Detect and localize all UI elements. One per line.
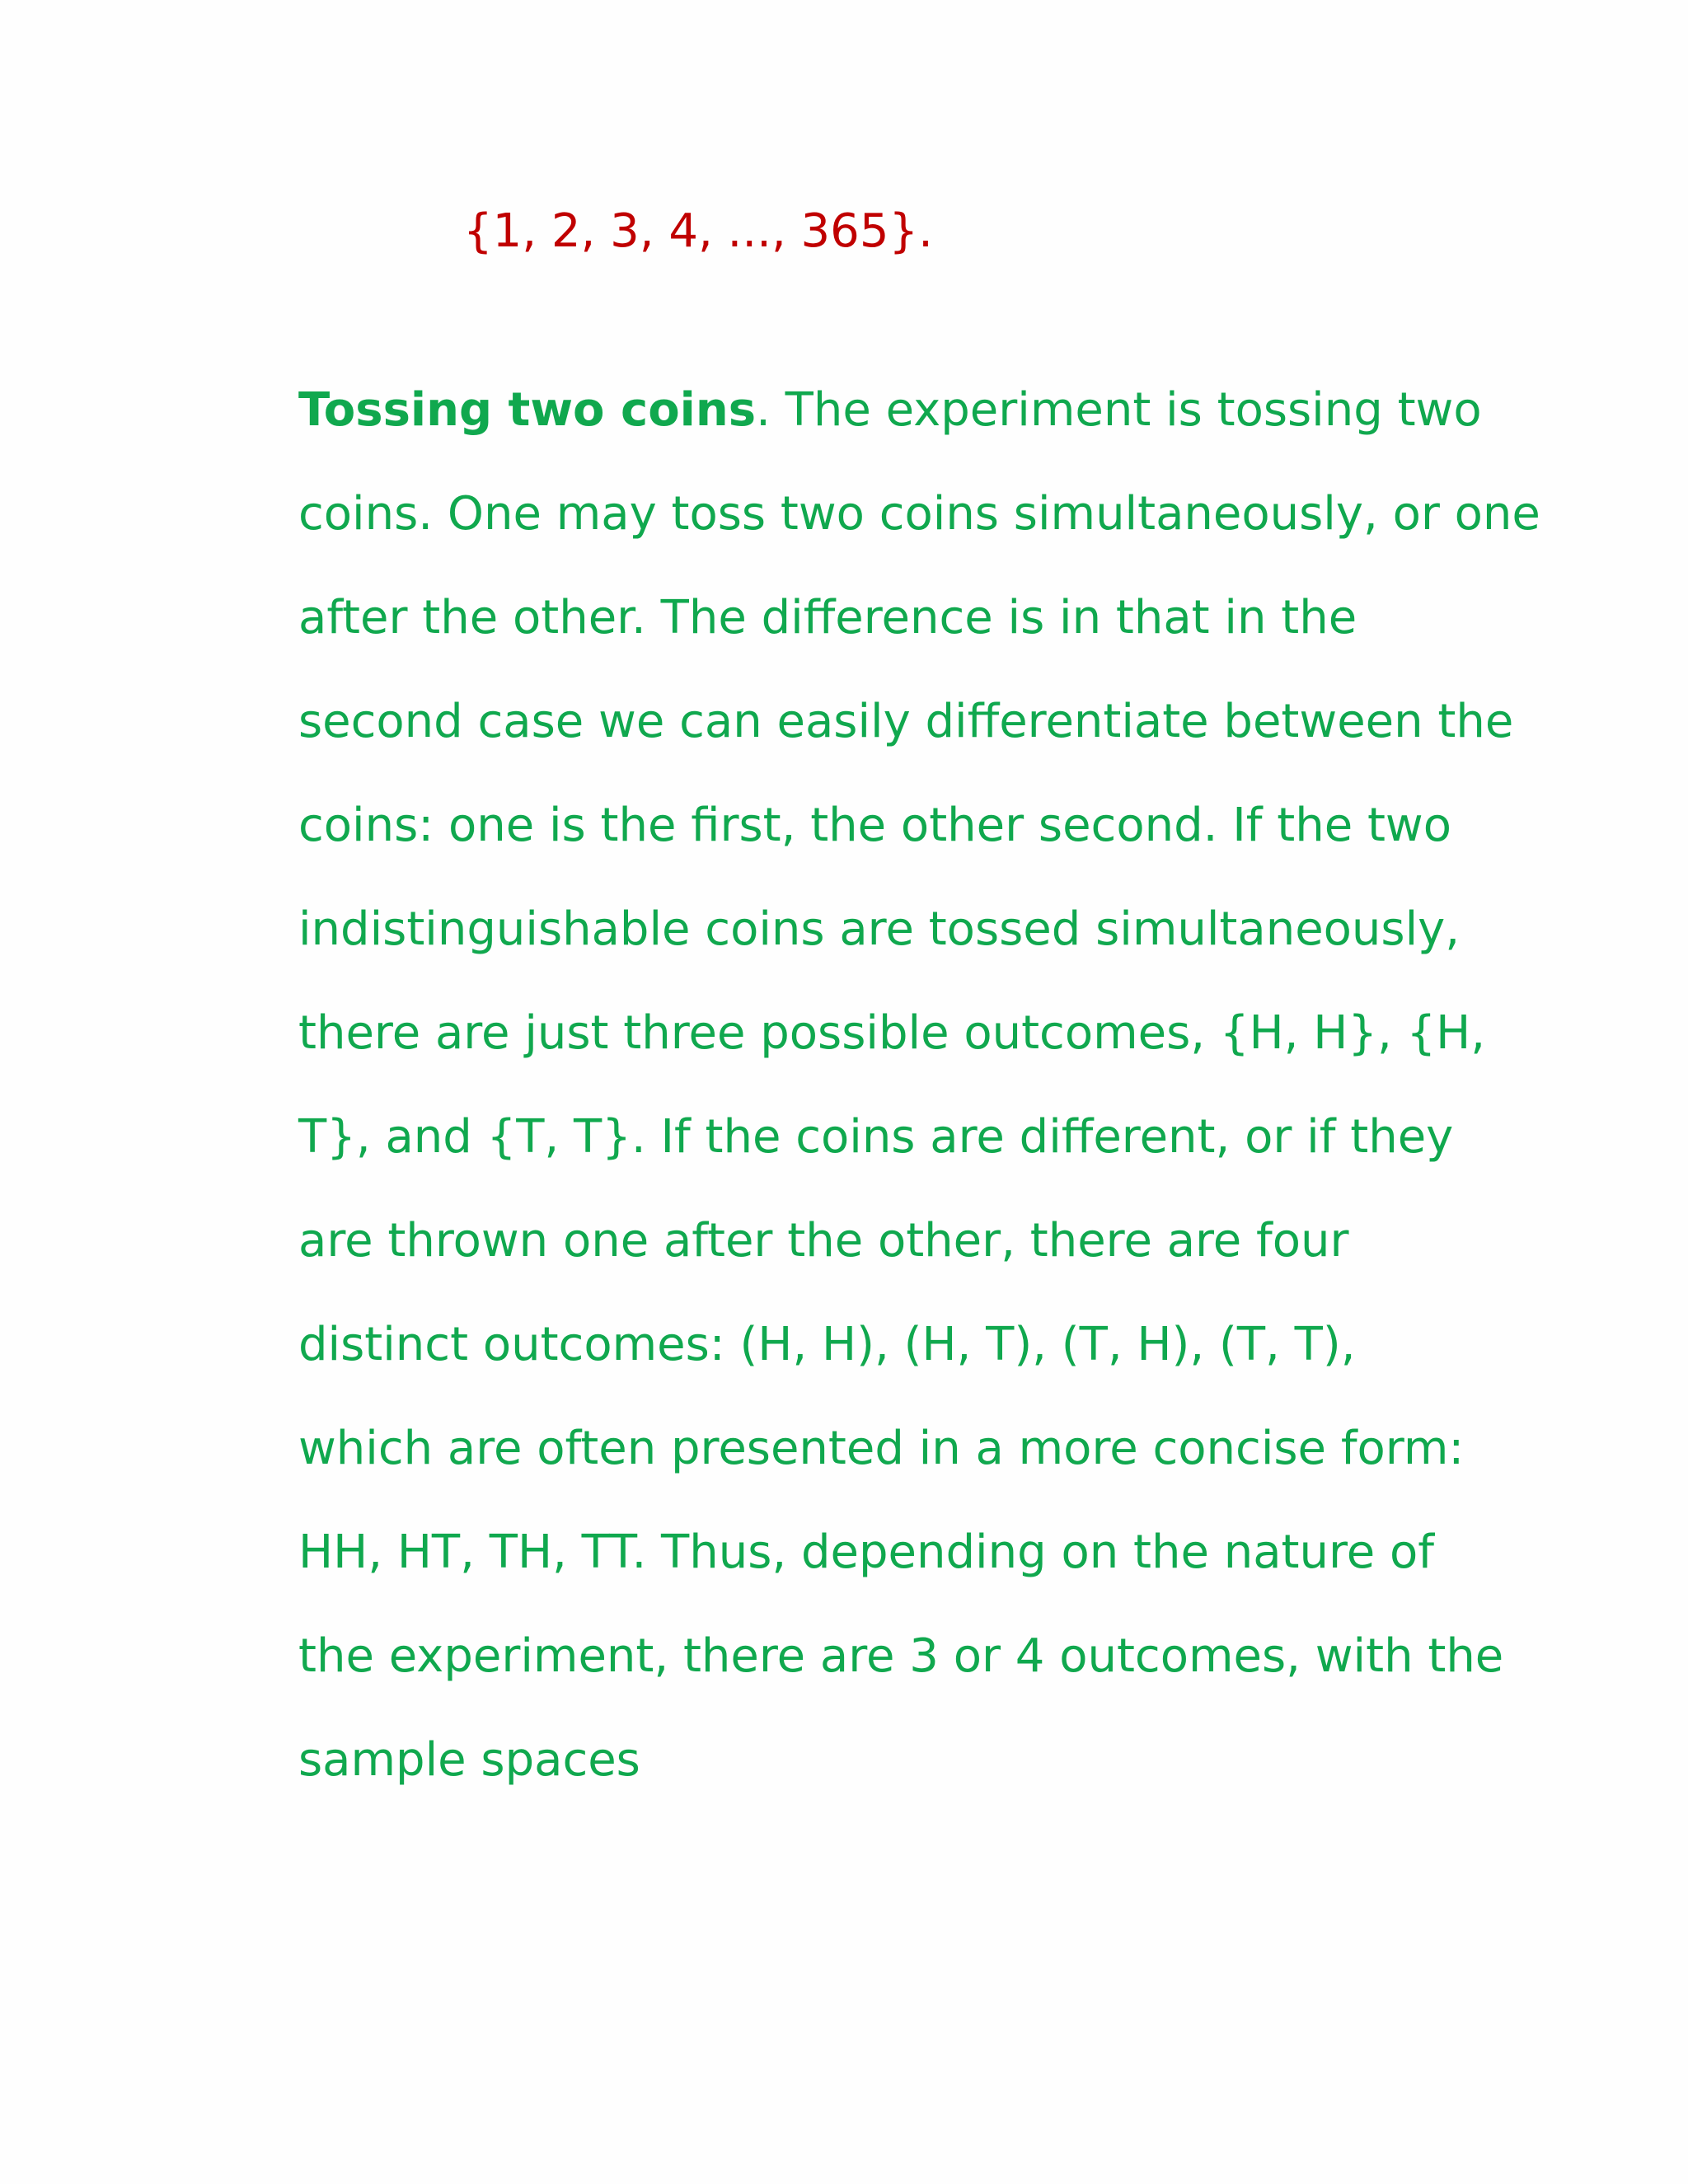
paragraph-lead-heading: Tossing two coins: [298, 383, 757, 437]
paragraph-line: coins: one is the first, the other second. If the two: [298, 799, 1451, 852]
paragraph-line: second case we can easily differentiate between the: [298, 695, 1514, 748]
paragraph-line: distinct outcomes: (H, H), (H, T), (T, H), (T, T),: [298, 1318, 1356, 1371]
paragraph-line: there are just three possible outcomes, {H, H}, {H,: [298, 1006, 1486, 1060]
paragraph-line: coins. One may toss two coins simultaneously, or one: [298, 487, 1540, 541]
paragraph-line: indistinguishable coins are tossed simultaneously,: [298, 902, 1461, 956]
paragraph-line: which are often presented in a more concise form:: [298, 1422, 1465, 1475]
sample-space-set: {1, 2, 3, 4, ..., 365}.: [463, 204, 933, 258]
paragraph-line: T}, and {T, T}. If the coins are different, or if they: [298, 1110, 1454, 1164]
paragraph-line: are thrown one after the other, there are four: [298, 1214, 1349, 1268]
paragraph-line: [298, 373, 1535, 477]
paragraph-line: sample spaces: [298, 1733, 640, 1787]
tossing-two-coins-paragraph: [298, 373, 1540, 1827]
paragraph-line: the experiment, there are 3 or 4 outcomes, with the: [298, 1629, 1504, 1683]
paragraph-line: after the other. The difference is in that in the: [298, 591, 1357, 644]
paragraph-line: HH, HT, TH, TT. Thus, depending on the nature of: [298, 1526, 1434, 1579]
paragraph-line-text: . The experiment is tossing two: [756, 383, 1482, 437]
